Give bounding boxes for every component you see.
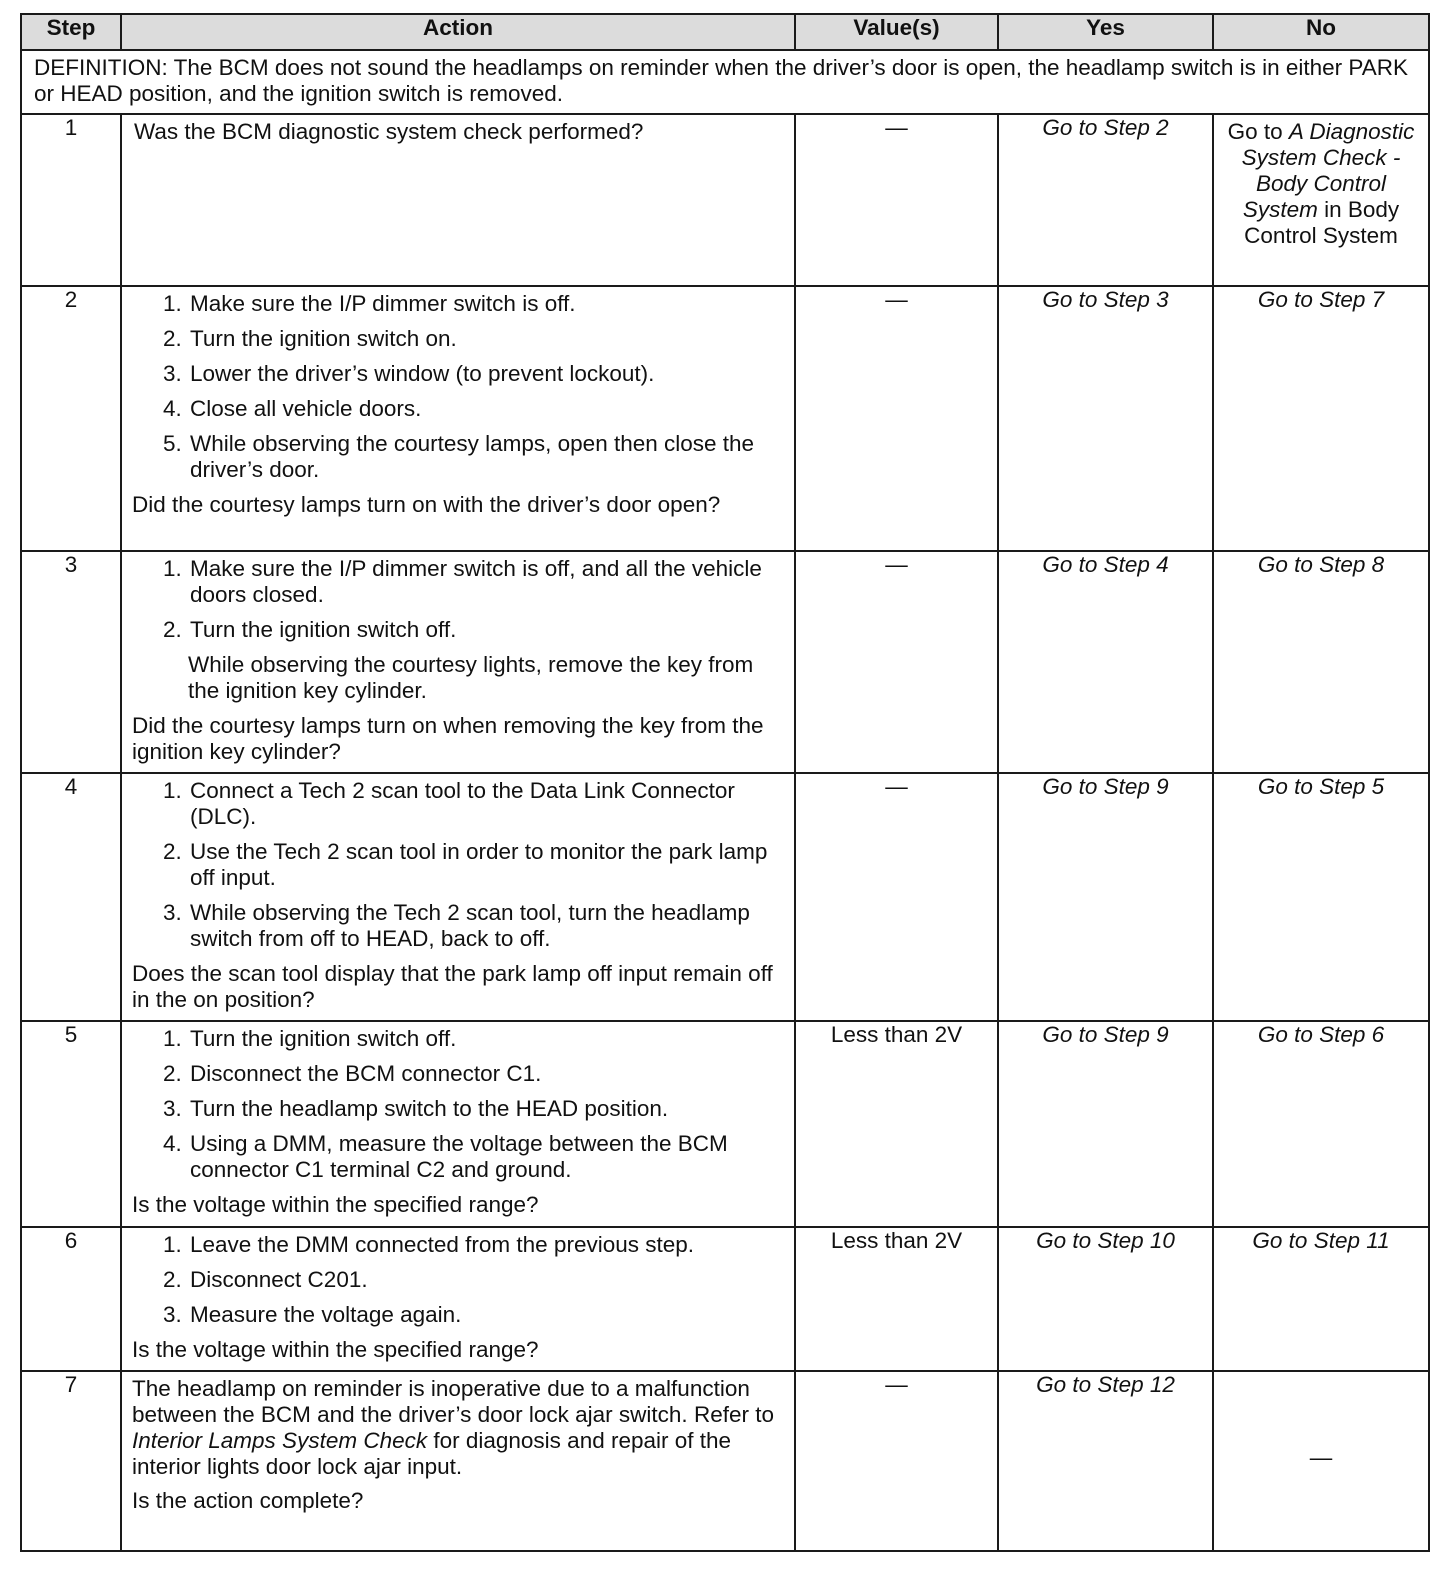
no-cell: Go to Step 6	[1213, 1021, 1429, 1227]
step-number: 4	[21, 773, 121, 1021]
action-cell	[121, 114, 795, 286]
interior-lamps-system-check-link[interactable]: Interior Lamps System Check	[132, 1428, 428, 1453]
header-row	[21, 14, 1429, 50]
table-row	[21, 551, 1429, 773]
action-cell	[121, 1021, 795, 1227]
action-question: Is the action complete?	[132, 1488, 364, 1513]
action-item: 1. Turn the ignition switch off.	[188, 1026, 784, 1052]
yes-cell: Go to Step 10	[998, 1227, 1213, 1371]
action-question: Does the scan tool display that the park lamp off input remain off in the on position?	[132, 961, 773, 1012]
action-item: 4. Using a DMM, measure the voltage between the BCM connector C1 terminal C2 and ground.	[188, 1131, 784, 1183]
value-cell: —	[795, 1371, 998, 1551]
no-link-diagnostic-system-check[interactable]: A Diagnostic System Check - Body Control System	[1241, 119, 1415, 222]
action-text: The headlamp on reminder is inoperative due to a malfunction between the BCM and the driver’s door lock ajar switch. Refer to	[132, 1376, 774, 1427]
header-values: Value(s)	[795, 14, 998, 50]
action-item: 3. Turn the headlamp switch to the HEAD position.	[188, 1096, 784, 1122]
definition-text: DEFINITION: The BCM does not sound the headlamps on reminder when the driver’s door is open, the headlamp switch is in either PARK or HEAD position, and the ignition switch is removed.	[21, 50, 1429, 114]
action-note: While observing the courtesy lights, remove the key from the ignition key cylinder.	[188, 652, 754, 703]
action-text: for diagnosis and repair of the interior lights door lock ajar input.	[132, 1428, 732, 1479]
table-row	[21, 773, 1429, 1021]
table-row	[21, 1021, 1429, 1227]
action-cell	[121, 1371, 795, 1551]
value-cell: —	[795, 114, 998, 286]
no-cell: Go to Step 11	[1213, 1227, 1429, 1371]
value-cell: Less than 2V	[795, 1021, 998, 1227]
action-question: Is the voltage within the specified range?	[132, 1337, 539, 1362]
yes-cell: Go to Step 9	[998, 773, 1213, 1021]
yes-cell: Go to Step 12	[998, 1371, 1213, 1551]
table-row	[21, 114, 1429, 286]
action-item: 2. Disconnect the BCM connector C1.	[188, 1061, 784, 1087]
no-cell: Go to Step 8	[1213, 551, 1429, 773]
action-list	[132, 556, 784, 643]
step-number: 6	[21, 1227, 121, 1371]
step-number: 5	[21, 1021, 121, 1227]
definition-row	[21, 50, 1429, 114]
table-row	[21, 1371, 1429, 1551]
action-item: 1. Leave the DMM connected from the previous step.	[188, 1232, 784, 1258]
value-cell: —	[795, 286, 998, 551]
action-cell	[121, 773, 795, 1021]
action-list	[132, 778, 784, 952]
yes-cell: Go to Step 4	[998, 551, 1213, 773]
value-cell: —	[795, 551, 998, 773]
action-item: 3. Measure the voltage again.	[188, 1302, 784, 1328]
action-cell	[121, 551, 795, 773]
action-question: Was the BCM diagnostic system check performed?	[134, 119, 644, 144]
header-no: No	[1213, 14, 1429, 50]
no-cell: Go to Step 7	[1213, 286, 1429, 551]
table-row	[21, 286, 1429, 551]
yes-cell: Go to Step 3	[998, 286, 1213, 551]
action-question: Did the courtesy lamps turn on when removing the key from the ignition key cylinder?	[132, 713, 764, 764]
action-item: 3. While observing the Tech 2 scan tool, turn the headlamp switch from off to HEAD, back to off.	[188, 900, 784, 952]
action-list	[132, 291, 784, 483]
action-item: 2. Turn the ignition switch on.	[188, 326, 784, 352]
header-yes: Yes	[998, 14, 1213, 50]
value-cell: —	[795, 773, 998, 1021]
no-text-suffix: in Body Control System	[1244, 197, 1400, 248]
action-item: 1. Make sure the I/P dimmer switch is off.	[188, 291, 784, 317]
step-number: 2	[21, 286, 121, 551]
action-item: 2. Use the Tech 2 scan tool in order to monitor the park lamp off input.	[188, 839, 784, 891]
header-step: Step	[21, 14, 121, 50]
diagnostic-table-container	[20, 13, 1430, 1552]
action-list	[132, 1232, 784, 1328]
action-cell	[121, 286, 795, 551]
action-paragraph	[132, 1376, 784, 1480]
action-item: 3. Lower the driver’s window (to prevent lockout).	[188, 361, 784, 387]
action-question: Is the voltage within the specified range?	[132, 1192, 539, 1217]
step-number: 1	[21, 114, 121, 286]
table-row	[21, 1227, 1429, 1371]
action-item: 1. Connect a Tech 2 scan tool to the Data Link Connector (DLC).	[188, 778, 784, 830]
diagnostic-table	[20, 13, 1430, 1552]
action-cell	[121, 1227, 795, 1371]
no-cell: —	[1213, 1371, 1429, 1551]
action-item: 2. Turn the ignition switch off.	[188, 617, 784, 643]
step-number: 7	[21, 1371, 121, 1551]
action-item: 5. While observing the courtesy lamps, open then close the driver’s door.	[188, 431, 784, 483]
action-question: Did the courtesy lamps turn on with the driver’s door open?	[132, 492, 721, 517]
no-text-prefix: Go to	[1227, 119, 1289, 144]
header-action: Action	[121, 14, 795, 50]
yes-cell: Go to Step 9	[998, 1021, 1213, 1227]
value-cell: Less than 2V	[795, 1227, 998, 1371]
no-cell	[1213, 114, 1429, 286]
step-number: 3	[21, 551, 121, 773]
yes-cell: Go to Step 2	[998, 114, 1213, 286]
no-cell: Go to Step 5	[1213, 773, 1429, 1021]
action-item: 4. Close all vehicle doors.	[188, 396, 784, 422]
action-item: 1. Make sure the I/P dimmer switch is off, and all the vehicle doors closed.	[188, 556, 784, 608]
action-list	[132, 1026, 784, 1183]
action-item: 2. Disconnect C201.	[188, 1267, 784, 1293]
